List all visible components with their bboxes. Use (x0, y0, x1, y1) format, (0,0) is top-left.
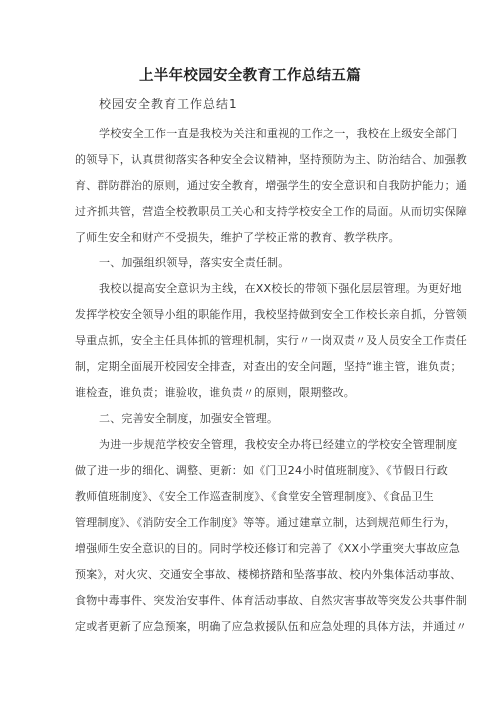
paragraph-line: 食物中毒事件、突发治安事件、体育活动事故、自然灾害事故等突发公共事件制 (75, 594, 467, 607)
paragraph-line: 做了进一步的细化、调整、更新：如《门卫24小时值班制度》、《节假日行政 (75, 464, 448, 477)
paragraph-line: 发挥学校安全领导小组的职能作用，我校坚持做到安全工作校长亲自抓，分管领 (75, 308, 467, 321)
paragraph-line: 谁检查，谁负责；谁验收，谁负责〃的原则，限期整改。 (75, 386, 355, 399)
section-heading: 一、加强组织领导，落实安全责任制。 (99, 256, 290, 269)
paragraph-line: 育、群防群治的原则，通过安全教育，增强学生的安全意识和自我防护能力；通 (75, 179, 467, 192)
paragraph-line: 为进一步规范学校安全管理，我校安全办将已经建立的学校安全管理制度 (99, 438, 458, 451)
paragraph-line: 了师生安全和财产不受损失，维护了学校正常的教育、教学秩序。 (75, 231, 400, 244)
paragraph-line: 学校安全工作一直是我校为关注和重视的工作之一，我校在上级安全部门 (99, 127, 458, 140)
document-title: 上半年校园安全教育工作总结五篇 (139, 68, 361, 84)
paragraph-line: 制，定期全面展开校园安全排查，对查出的安全问题，坚持“谁主管，谁负责； (75, 360, 462, 373)
section-heading: 二、完善安全制度，加强安全管理。 (99, 412, 279, 425)
paragraph-line: 过齐抓共管，营造全校教职员工关心和支持学校安全工作的局面。从而切实保障 (75, 205, 467, 218)
paragraph-line: 的领导下，认真贯彻落实各种安全会议精神，坚持预防为主、防治结合、加强教 (75, 153, 467, 166)
section-subtitle: 校园安全教育工作总结1 (99, 97, 238, 111)
paragraph-line: 我校以提高安全意识为主线，在XX校长的带领下强化层层管理。为更好地 (99, 282, 462, 295)
paragraph-line: 预案》，对火灾、交通安全事故、楼梯挤踏和坠落事故、校内外集体活动事故、 (75, 568, 462, 581)
paragraph-line: 增强师生安全意识的目的。同时学校还修订和完善了《XX小学重突大事故应急 (75, 542, 461, 555)
paragraph-line: 管理制度》、《消防安全工作制度》等等。通过建章立制，达到规范师生行为， (75, 516, 456, 529)
paragraph-line: 导重点抓，安全主任具体抓的管理机制，实行〃一岗双责〃及人员安全工作责任 (75, 334, 467, 347)
paragraph-line: 定或者更新了应急预案，明确了应急救援队伍和应急处理的具体方法，并通过〃 (75, 620, 467, 633)
paragraph-line: 教师值班制度》、《安全工作巡查制度》、《食堂安全管理制度》、《食品卫生 (75, 490, 434, 503)
